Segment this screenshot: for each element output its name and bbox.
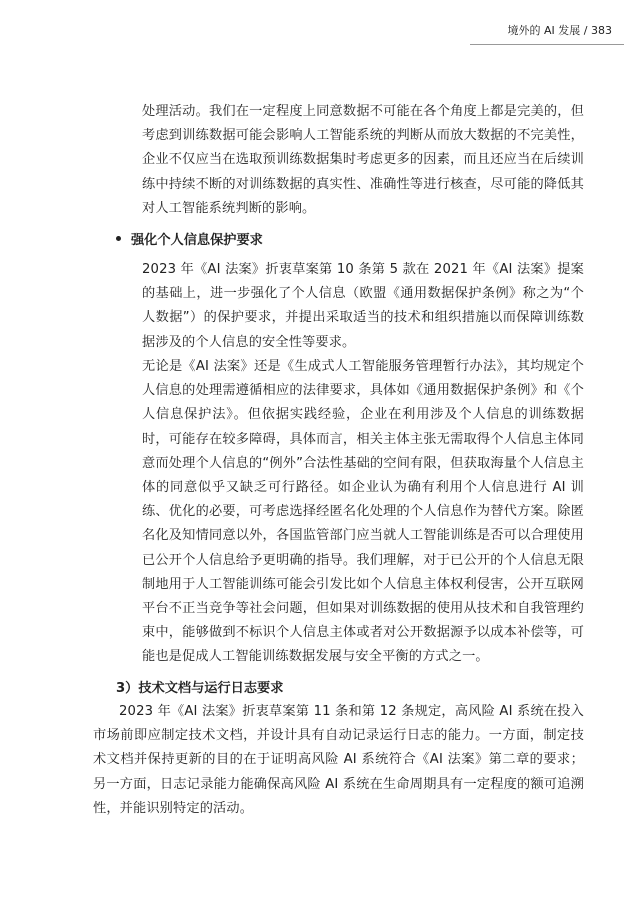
paragraph-4: 2023 年《AI 法案》折衷草案第 11 条和第 12 条规定，高风险 AI 系统在投入市场前即应制定技术文档，并设计具有自动记录运行日志的能力。一方面，制定技术文档并保持更新的目的在于证明高风险 AI 系统符合《AI 法案》第二章的要求；另一方面，日志记录能力能确保高风险 AI 系统在生命周期具有一定程度的额可追溯性，并能识别特定的活动。 — [93, 704, 584, 816]
bullet-dot-icon — [116, 236, 121, 241]
bullet-heading-text: 强化个人信息保护要求 — [131, 233, 263, 248]
paragraph-2: 2023 年《AI 法案》折衷草案第 10 条第 5 款在 2021 年《AI 法案》提案的基础上，进一步强化了个人信息（欧盟《通用数据保护条例》称之为“个人数据”）的保护要求，并提出采取适当的技术和组织措施以而保障训练数据涉及的个人信息的安全性等要求。 — [142, 262, 584, 350]
paragraph-3: 无论是《AI 法案》还是《生成式人工智能服务管理暂行办法》，其均规定个人信息的处理需遵循相应的法律要求，具体如《通用数据保护条例》和《个人信息保护法》。但依据实践经验，企业在利用涉及个人信息的训练数据时，可能存在较多障碍，具体而言，相关主体主张无需取得个人信息主体同意而处理个人信息的“例外”合法性基础的空间有限，但获取海量个人信息主体的同意似乎又缺乏可行路径。如企业认为确有利用个人信息进行 AI 训练、优化的必要，可考虑选择经匿名化处理的个人信息作为替代方案。除匿名化及知情同意以外，各国监管部门应当就人工智能训练是否可以合理使用已公开个人信息给予更明确的指导。我们理解，对于已公开的个人信息无限制地用于人工智能训练可能会引发比如个人信息主体权利侵害，公开互联网平台不正当竞争等社会问题，但如果对训练数据的使用从技术和自我管理约束中，能够做到不标识个人信息主体或者对公开数据源予以成本补偿等，可能也是促成人工智能训练数据发展与安全平衡的方式之一。 — [142, 359, 584, 665]
bullet-heading — [116, 229, 576, 253]
section-heading-3: 3）技术文档与运行日志要求 — [116, 681, 284, 696]
header-rule — [470, 44, 624, 45]
paragraph-1: 处理活动。我们在一定程度上同意数据不可能在各个角度上都是完美的，但考虑到训练数据可能会影响人工智能系统的判断从而放大数据的不完美性，企业不仅应当在选取预训练数据集时考虑更多的因素，而且还应当在后续训练中持续不断的对训练数据的真实性、准确性等进行核查，尽可能的降低其对人工智能系统判断的影响。 — [142, 104, 584, 216]
running-header: 境外的 AI 发展 / 383 — [507, 24, 612, 37]
